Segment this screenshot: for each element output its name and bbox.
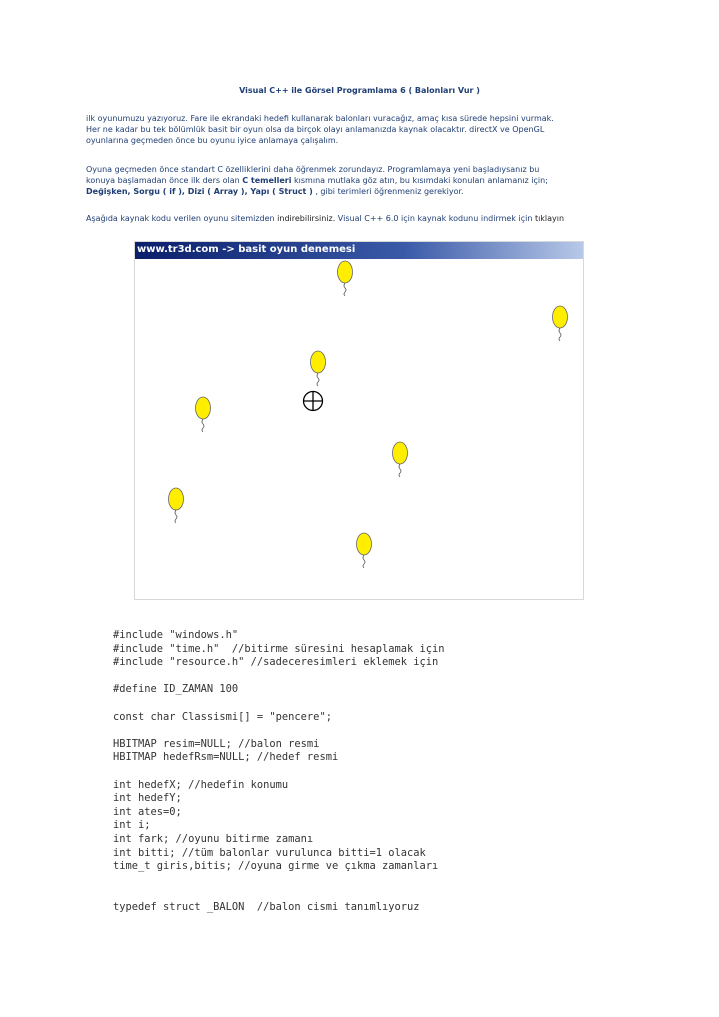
balloon-icon[interactable] <box>194 396 212 436</box>
prereq-line-3-end: , gibi terimleri öğrenmeniz gerekiyor. <box>312 187 464 197</box>
balloon-icon[interactable] <box>336 260 354 300</box>
code-line: HBITMAP hedefRsm=NULL; //hedef resmi <box>113 751 339 764</box>
source-download-link[interactable]: tıklayın <box>534 214 565 223</box>
code-line <box>113 724 673 738</box>
code-line <box>113 887 673 901</box>
game-window-titlebar <box>135 242 583 259</box>
code-line: int hedefX; //hedefin konumu <box>113 778 289 791</box>
c-basics-link[interactable]: C temelleri <box>242 176 292 186</box>
intro-line-3: oyunlarına geçmeden önce bu oyunu iyice anlamaya çalışalım. <box>86 136 339 146</box>
code-line: #include "time.h" //bitirme süresini hesaplamak için <box>113 642 445 655</box>
code-line <box>113 697 673 711</box>
code-line: #include "resource.h" //sadeceresimleri eklemek için <box>113 656 439 669</box>
code-line <box>113 874 673 888</box>
prereq-line-2-start: konuya başlamadan önce ilk ders olan <box>86 176 243 186</box>
balloon-icon[interactable] <box>309 350 327 390</box>
code-line: int i; <box>113 819 151 832</box>
code-line: #define ID_ZAMAN 100 <box>113 683 239 696</box>
prereq-line-3 <box>86 186 646 197</box>
code-line: #include "windows.h" <box>113 629 239 641</box>
prereq-terms: Değişken, Sorgu ( if ), Dizi ( Array ), Yapı ( Struct ) <box>86 187 313 197</box>
balloon-icon[interactable] <box>391 441 409 481</box>
code-line: time_t giris,bitis; //oyuna girme ve çıkma zamanları <box>113 860 439 873</box>
code-line: const char Classismi[] = "pencere"; <box>113 710 332 723</box>
crosshair-target-icon[interactable] <box>302 390 324 412</box>
prereq-line-2 <box>86 175 646 186</box>
code-line: int fark; //oyunu bitirme zamanı <box>113 832 314 845</box>
code-line: HBITMAP resim=NULL; //balon resmi <box>113 737 320 750</box>
code-line: typedef struct _BALON //balon cismi tanımlıyoruz <box>113 900 420 913</box>
prereq-paragraph <box>86 164 646 198</box>
game-screenshot <box>134 241 584 600</box>
intro-line-1: ilk oyunumuzu yazıyoruz. Fare ile ekrandaki hedefi kullanarak balonları vuracağız, amaç kısa sürede hepsini vurmak. <box>86 114 554 123</box>
page-title: Visual C++ ile Görsel Programlama 6 ( Balonları Vur ) <box>239 86 480 95</box>
code-line: int bitti; //tüm balonlar vurulunca bitti=1 olacak <box>113 846 426 859</box>
balloon-icon[interactable] <box>167 487 185 527</box>
intro-paragraph <box>86 113 646 147</box>
prereq-line-1: Oyuna geçmeden önce standart C özelliklerini daha öğrenmek zorundayız. Programlamaya yeni başladıysanız bu <box>86 165 540 174</box>
code-line <box>113 670 673 684</box>
balloon-icon[interactable] <box>551 305 569 345</box>
download-link[interactable]: indirebilirsiniz. <box>277 214 336 223</box>
code-line <box>113 765 673 779</box>
prereq-line-2-end: kısmına mutlaka göz atın, bu kısımdaki konuları anlamanız için; <box>291 176 548 186</box>
download-text-2: Visual C++ 6.0 için kaynak kodunu indirmek için <box>335 214 535 223</box>
download-text-1: Aşağıda kaynak kodu verilen oyunu sitemizden <box>86 214 278 223</box>
game-window-title: www.tr3d.com -> basit oyun denemesi <box>137 244 356 255</box>
balloon-icon[interactable] <box>355 532 373 572</box>
code-line: int ates=0; <box>113 805 182 818</box>
intro-line-2: Her ne kadar bu tek bölümlük basit bir oyun olsa da birçok olayı anlamanızda kaynak olacaktır. directX ve OpenGL <box>86 125 545 135</box>
download-paragraph <box>86 213 686 224</box>
code-line: int hedefY; <box>113 792 182 805</box>
source-code-block <box>113 629 673 914</box>
